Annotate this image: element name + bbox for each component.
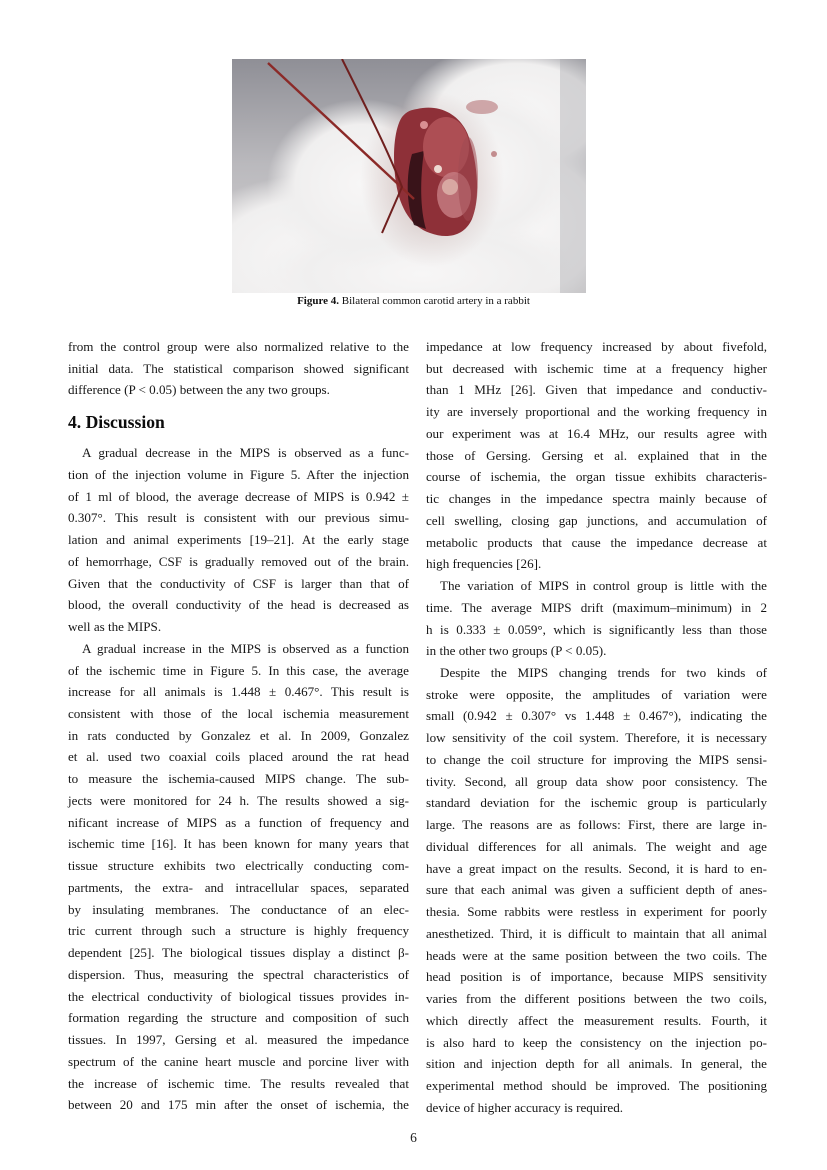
text-line: tric current through such a structure is highly frequency: [68, 923, 409, 939]
text-line: to measure the ischemia-caused MIPS change. The sub-: [68, 771, 409, 787]
text-line: than 1 MHz [26]. Given that impedance and conductiv-: [426, 382, 767, 398]
text-line: heads were at the same position between the two coils. The: [426, 947, 767, 963]
figure-photo: [232, 59, 586, 293]
text-line: tissues. In 1997, Gersing et al. measured the impedance: [68, 1032, 409, 1048]
figure-caption-text: Bilateral common carotid artery in a rabbit: [339, 295, 530, 307]
text-line: The variation of MIPS in control group is little with the: [440, 578, 767, 594]
text-column-right: [426, 336, 767, 1118]
text-line: high frequencies [26].: [426, 556, 542, 572]
text-line: anesthetized. Third, it is difficult to maintain that all animal: [426, 925, 767, 941]
text-line: A gradual increase in the MIPS is observed as a function: [82, 640, 409, 656]
text-line: dispersion. Thus, measuring the spectral characteristics of: [68, 966, 409, 982]
text-line: 0.307°. This result is consistent with our previous simu-: [68, 510, 409, 526]
text-line: ity are inversely proportional and the working frequency in: [426, 404, 767, 420]
text-line: dependent [25]. The biological tissues display a distinct β-: [68, 945, 409, 961]
text-line: et al. used two coaxial coils placed around the rat head: [68, 749, 409, 765]
figure-caption: [0, 294, 827, 309]
text-line: those of Gersing. Gersing et al. explained that in the: [426, 447, 767, 463]
paragraph: [68, 336, 409, 401]
text-line: device of higher accuracy is required.: [426, 1099, 624, 1115]
figure-caption-label: Figure 4.: [297, 295, 340, 307]
text-line: our experiment was at 16.4 MHz, our results agree with: [426, 425, 767, 441]
paragraph: [426, 662, 767, 1118]
text-line: ischemic time [16]. It has been known for many years that: [68, 836, 409, 852]
text-line: lation and animal experiments [19–21]. At the early stage: [68, 532, 409, 548]
text-line: sition and injection depth for all animals. In general, the: [426, 1056, 767, 1072]
text-line: spectrum of the canine heart muscle and porcine liver with: [68, 1053, 409, 1069]
section-heading: 4. Discussion: [68, 412, 165, 433]
text-line: but decreased with ischemic time at a frequency higher: [426, 360, 767, 376]
text-line: tion of the injection volume in Figure 5. After the injection: [68, 466, 409, 482]
text-line: small (0.942 ± 0.307° vs 1.448 ± 0.467°), indicating the: [426, 708, 767, 724]
text-line: A gradual decrease in the MIPS is observed as a func-: [82, 445, 409, 461]
text-line: large. The reasons are as follows: First, there are large in-: [426, 817, 767, 833]
text-line: low sensitivity of the coil system. Therefore, it is necessary: [426, 730, 767, 746]
text-line: Despite the MIPS changing trends for two kinds of: [440, 665, 767, 681]
text-line: by insulating membranes. The conductance of an elec-: [68, 901, 409, 917]
text-line: head position is of importance, because MIPS sensitivity: [426, 969, 767, 985]
text-line: metabolic products that cause the impedance decrease at: [426, 534, 767, 550]
text-line: standard deviation for the ischemic group is particularly: [426, 795, 767, 811]
text-line: is also hard to keep the consistency on the injection po-: [426, 1034, 767, 1050]
text-line: stroke were opposite, the amplitudes of variation were: [426, 686, 767, 702]
text-line: between 20 and 175 min after the onset of ischemia, the: [68, 1097, 409, 1113]
text-line: have a great impact on the results. Second, it is hard to en-: [426, 860, 767, 876]
photo-right-shadow: [560, 59, 586, 293]
text-line: to change the coil structure for improving the MIPS sensi-: [426, 751, 767, 767]
text-line: in the other two groups (P < 0.05).: [426, 643, 607, 659]
text-line: course of ischemia, the organ tissue exhibits characteris-: [426, 469, 767, 485]
text-line: time. The average MIPS drift (maximum–minimum) in 2: [426, 599, 767, 615]
text-line: increase for all animals is 1.448 ± 0.467°. This result is: [68, 684, 409, 700]
paragraph: [68, 442, 409, 638]
paragraph: [426, 336, 767, 575]
text-line: Given that the conductivity of CSF is larger than that of: [68, 575, 409, 591]
text-line: varies from the different positions between the two coils,: [426, 991, 767, 1007]
text-line: initial data. The statistical comparison showed significant: [68, 360, 409, 376]
text-line: impedance at low frequency increased by about fivefold,: [426, 339, 767, 354]
text-line: formation regarding the structure and composition of such: [68, 1010, 409, 1026]
text-column-left: [68, 336, 409, 1116]
text-line: the increase of ischemic time. The results revealed that: [68, 1075, 409, 1091]
text-line: thesia. Some rabbits were restless in experiment for poorly: [426, 904, 767, 920]
text-line: of 1 ml of blood, the average decrease of MIPS is 0.942 ±: [68, 488, 409, 504]
text-line: the electrical conductivity of biological tissues provides in-: [68, 988, 409, 1004]
paragraph: [426, 575, 767, 662]
text-line: of hemorrhage, CSF is gradually removed out of the brain.: [68, 553, 409, 569]
text-line: cell swelling, closing gap junctions, and accumulation of: [426, 512, 767, 528]
paragraph: [68, 638, 409, 1116]
text-line: nificant increase of MIPS as a function of frequency and: [68, 814, 409, 830]
text-line: well as the MIPS.: [68, 619, 162, 635]
text-line: blood, the overall conductivity of the head is decreased as: [68, 597, 409, 613]
text-line: consistent with those of the local ischemia measurement: [68, 706, 409, 722]
text-line: tivity. Second, all group data show poor consistency. The: [426, 773, 767, 789]
text-line: which directly affect the measurement results. Fourth, it: [426, 1012, 767, 1028]
text-line: of the ischemic time in Figure 5. In this case, the average: [68, 662, 409, 678]
text-line: partments, the extra- and intracellular spaces, separated: [68, 879, 409, 895]
text-line: jects were monitored for 24 h. The results showed a sig-: [68, 792, 409, 808]
text-line: experimental method should be improved. The positioning: [426, 1077, 767, 1093]
text-line: tissue structure exhibits two electrically conducting com-: [68, 858, 409, 874]
text-line: dividual differences for all animals. The weight and age: [426, 838, 767, 854]
page-number: 6: [410, 1130, 417, 1145]
rabbit-surgery-photo: [232, 59, 586, 293]
text-line: in rats conducted by Gonzalez et al. In 2009, Gonzalez: [68, 727, 409, 743]
text-line: sure that each animal was given a sufficient depth of anes-: [426, 882, 767, 898]
text-line: h is 0.333 ± 0.059°, which is significantly less than those: [426, 621, 767, 637]
text-line: tic changes in the impedance spectra mainly because of: [426, 491, 767, 507]
text-line: from the control group were also normalized relative to the: [68, 339, 409, 354]
text-line: difference (P < 0.05) between the any two groups.: [68, 382, 330, 398]
